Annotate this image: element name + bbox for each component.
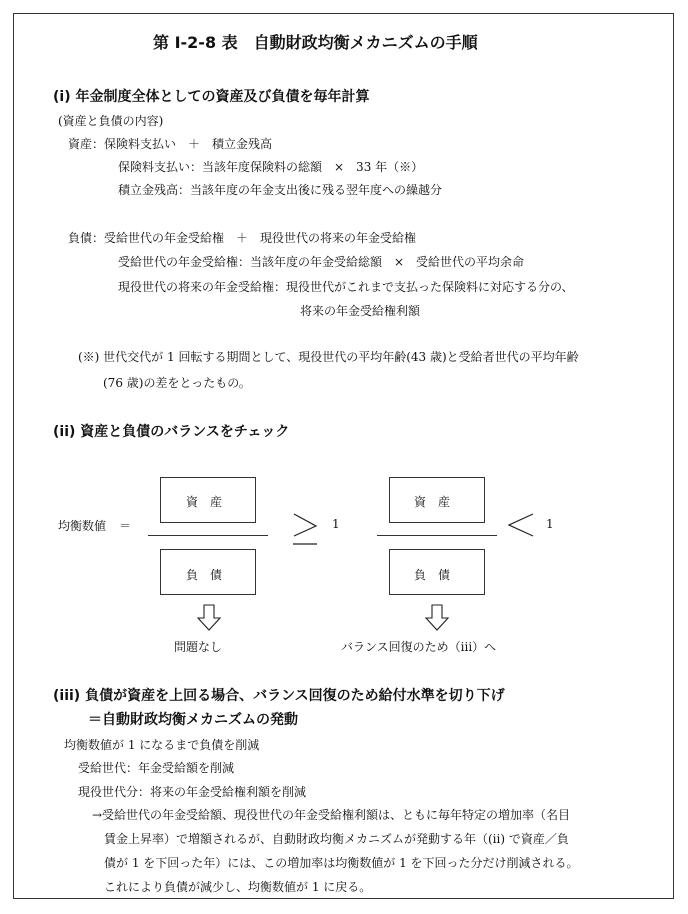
reduce-liabilities-line: 均衡数値が 1 になるまで負債を削減 <box>64 738 260 752</box>
figure-title: 第 Ⅰ-2-8 表 自動財政均衡メカニズムの手順 <box>153 33 478 52</box>
reserve-balance-detail: 積立金残高：当該年度の年金支出後に残る翌年度への繰越分 <box>118 183 443 197</box>
down-arrow-icon-left <box>197 604 221 632</box>
section3-heading-cont: ＝自動財政均衡メカニズムの発動 <box>88 712 298 728</box>
explanation-line1: →受給世代の年金受給額、現役世代の年金受給権利額は、ともに毎年特定の増加率（名目 <box>92 808 571 822</box>
assets-liabilities-subheading: (資産と負債の内容) <box>58 114 164 128</box>
liability-label-left: 負 債 <box>186 568 223 582</box>
retiree-reduction-line: 受給世代：年金受給額を削減 <box>78 761 235 775</box>
footnote-line2: (76 歳)の差をとったもの。 <box>103 376 251 390</box>
worker-entitlement-detail: 現役世代の将来の年金受給権：現役世代がこれまで支払った保険料に対応する分の、 <box>118 280 574 294</box>
premium-payment-detail: 保険料支払い：当該年度保険料の総額 × 33 年（※） <box>118 160 424 174</box>
equals-sign: ＝ <box>119 519 132 533</box>
retiree-entitlement-detail: 受給世代の年金受給権：当該年度の年金受給総額 × 受給世代の平均余命 <box>118 255 525 269</box>
explanation-line2: 賃金上昇率）で増額されるが、自動財政均衡メカニズムが発動する年（(ii) で資産／負 <box>104 832 569 846</box>
worker-reduction-line: 現役世代分：将来の年金受給権利額を削減 <box>78 785 307 799</box>
value-one-left: 1 <box>332 517 340 531</box>
assets-definition: 資産：保険料支払い ＋ 積立金残高 <box>68 137 273 151</box>
explanation-line3: 債が 1 を下回った年）には、この増加率は均衡数値が 1 を下回った分だけ削減される。 <box>104 856 579 870</box>
asset-label-right: 資 産 <box>414 495 451 509</box>
fraction-bar-right <box>377 535 497 536</box>
less-than-icon <box>505 512 537 542</box>
liabilities-definition: 負債：受給世代の年金受給権 ＋ 現役世代の将来の年金受給権 <box>68 231 417 245</box>
ratio-label: 均衡数値 <box>58 519 107 533</box>
section2-heading: (ii) 資産と負債のバランスをチェック <box>53 424 290 440</box>
value-one-right: 1 <box>546 517 554 531</box>
down-arrow-icon-right <box>425 604 449 632</box>
result-rebalance-label: バランス回復のため（iii）へ <box>341 640 497 654</box>
result-ok-label: 問題なし <box>174 640 223 654</box>
greater-equal-icon <box>290 508 322 548</box>
footnote-line1: (※) 世代交代が 1 回転する期間として、現役世代の平均年齢(43 歳)と受給者世代の平均年齢 <box>78 350 579 364</box>
fraction-bar-left <box>148 535 268 536</box>
explanation-line4: これにより負債が減少し、均衡数値が 1 に戻る。 <box>104 880 372 894</box>
section3-heading: (iii) 負債が資産を上回る場合、バランス回復のため給付水準を切り下げ <box>53 688 505 704</box>
worker-entitlement-detail-cont: 将来の年金受給権利額 <box>300 304 421 318</box>
liability-label-right: 負 債 <box>414 568 451 582</box>
section1-heading: (i) 年金制度全体としての資産及び負債を毎年計算 <box>53 89 370 105</box>
asset-label-left: 資 産 <box>186 495 223 509</box>
